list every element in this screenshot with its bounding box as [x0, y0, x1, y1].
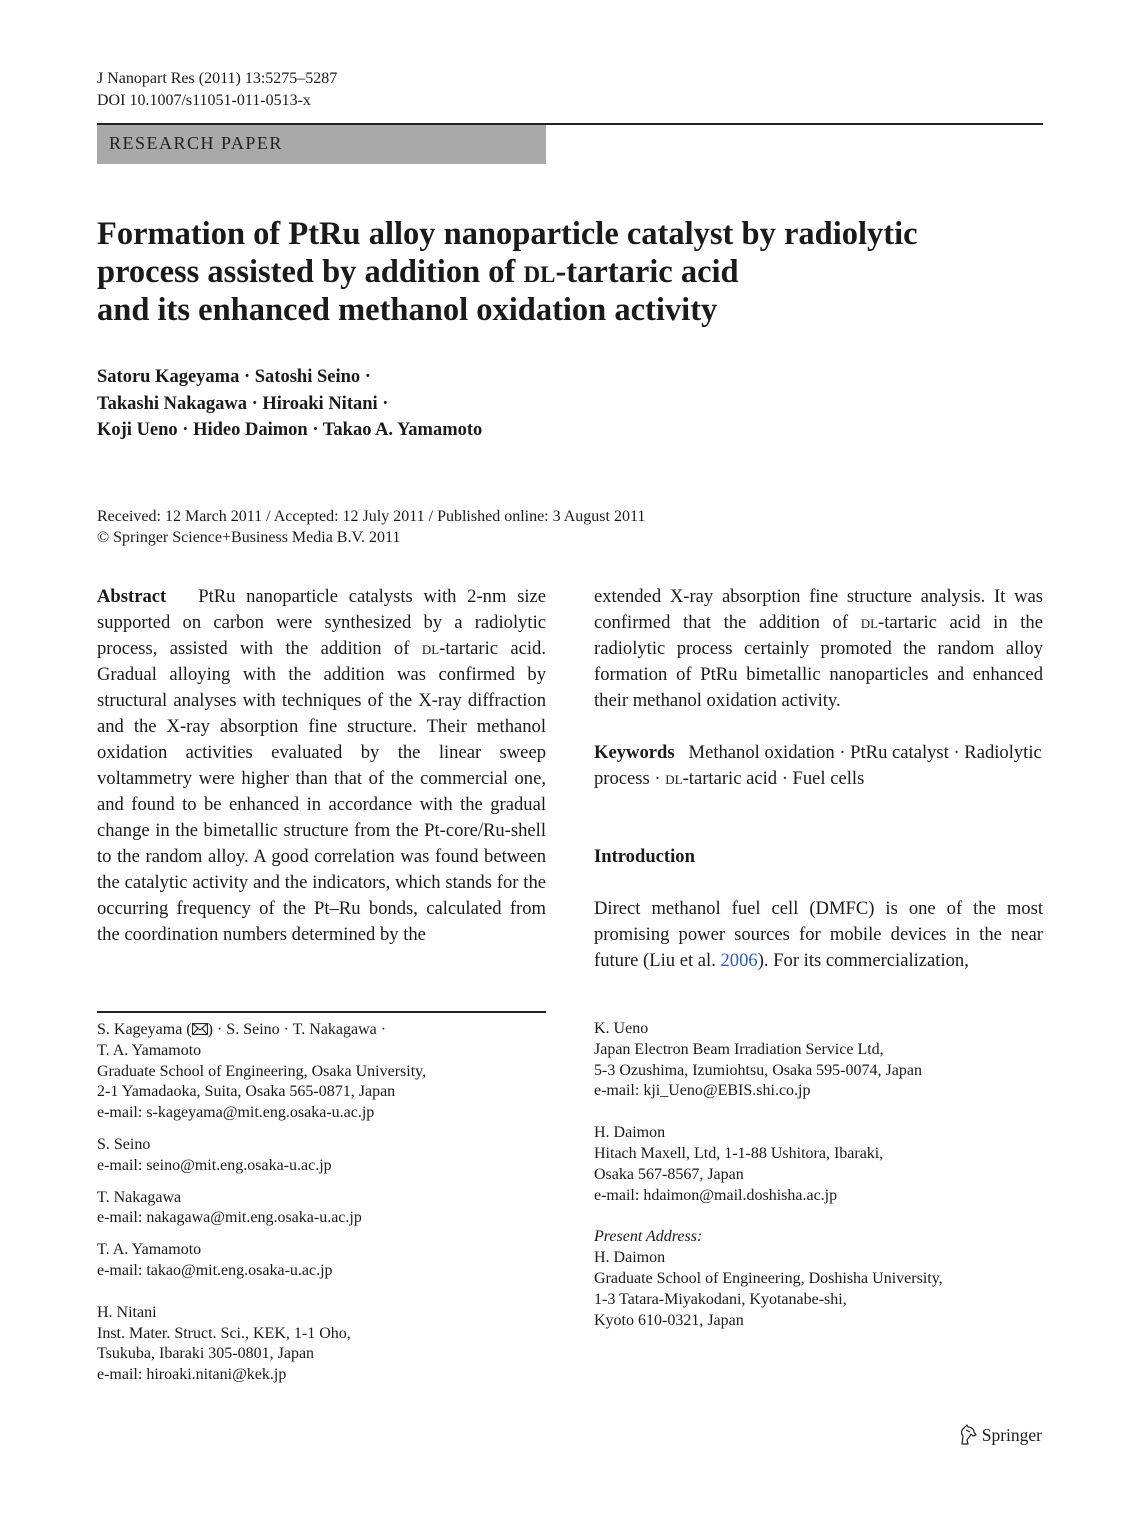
- title-line-1: Formation of PtRu alloy nanoparticle catalyst by radiolytic: [97, 216, 918, 252]
- email: e-mail: hdaimon@mail.doshisha.ac.jp: [594, 1186, 838, 1204]
- title-line-3: and its enhanced methanol oxidation activity: [97, 292, 718, 328]
- author-list: [97, 364, 482, 444]
- affiliation-block: H. Nitani Inst. Mater. Struct. Sci., KEK, 1-1 Oho, Tsukuba, Ibaraki 305-0801, Japan e-mail: hiroaki.nitani@kek.jp: [97, 1303, 546, 1386]
- publisher-name: Springer: [981, 1424, 1042, 1445]
- journal-citation-block: [97, 68, 337, 112]
- section-banner: [97, 125, 546, 164]
- citation-link[interactable]: 2006: [720, 950, 758, 971]
- email: e-mail: nakagawa@mit.eng.osaka-u.ac.jp: [97, 1209, 362, 1227]
- email: e-mail: kji_Ueno@EBIS.shi.co.jp: [594, 1082, 811, 1100]
- introduction-paragraph: Direct methanol fuel cell (DMFC) is one of the most promising power sources for mobile devices in the near future (Liu et al. 2006). For its commercialization,: [594, 898, 1043, 971]
- abstract-label: Abstract: [97, 586, 167, 607]
- abstract-left-column: [97, 584, 546, 948]
- keywords-label: Keywords: [594, 742, 675, 763]
- affiliations-right: [594, 1019, 1043, 1342]
- publication-dates: [97, 506, 645, 548]
- email: e-mail: hiroaki.nitani@kek.jp: [97, 1366, 287, 1384]
- present-address-label: Present Address:: [594, 1228, 703, 1246]
- affiliation-block: S. Kageyama ( ) · S. Seino · T. Nakagawa · T. A. Yamamoto Graduate School of Engineering, Osaka University, 2-1 Yamadaoka, Suita, Osaka 565-0871, Japan e-mail: s-kageyama@mit.eng.osaka-u.ac.jp: [97, 1020, 546, 1124]
- authors-line-1: Satoru Kageyama · Satoshi Seino ·: [97, 367, 371, 387]
- affiliation-block: K. Ueno Japan Electron Beam Irradiation Service Ltd, 5-3 Ozushima, Izumiohtsu, Osaka 595-0074, Japan e-mail: kji_Ueno@EBIS.shi.co.jp: [594, 1019, 1043, 1102]
- affiliation-block: S. Seino e-mail: seino@mit.eng.osaka-u.ac.jp: [97, 1135, 546, 1177]
- authors-line-3: Koji Ueno · Hideo Daimon · Takao A. Yamamoto: [97, 420, 483, 440]
- introduction-heading: Introduction: [594, 846, 695, 867]
- dl-prefix: dl: [523, 254, 556, 290]
- authors-line-2: Takashi Nakagawa · Hiroaki Nitani ·: [97, 393, 389, 414]
- right-column: [594, 584, 1043, 974]
- affiliation-block: H. Daimon Hitach Maxell, Ltd, 1-1-88 Ushitora, Ibaraki, Osaka 567-8567, Japan e-mail: hdaimon@mail.doshisha.ac.jp: [594, 1123, 1043, 1206]
- affiliations-left: [97, 1020, 546, 1397]
- keywords: Keywords Methanol oxidation · PtRu catalyst · Radiolytic process · dl-tartaric acid · Fuel cells: [594, 742, 1042, 789]
- email: e-mail: seino@mit.eng.osaka-u.ac.jp: [97, 1156, 332, 1174]
- envelope-icon: [192, 1023, 208, 1035]
- section-label: RESEARCH PAPER: [109, 133, 283, 153]
- footnote-rule: [97, 1011, 546, 1013]
- affiliation-block: T. A. Yamamoto e-mail: takao@mit.eng.osaka-u.ac.jp: [97, 1240, 546, 1282]
- doi: DOI 10.1007/s11051-011-0513-x: [97, 92, 311, 109]
- history: Received: 12 March 2011 / Accepted: 12 July 2011 / Published online: 3 August 2011: [97, 508, 646, 525]
- paper-title: [97, 215, 1047, 329]
- title-line-2: process assisted by addition of dl-tartaric acid: [97, 254, 739, 290]
- abstract-continuation: extended X-ray absorption fine structure analysis. It was confirmed that the addition of dl-tartaric acid in the radiolytic process certainly promoted the random alloy formation of PtRu bimetallic nanoparticles and enhanced their methanol oxidation activity.: [594, 586, 1043, 711]
- abstract-paragraph: Abstract PtRu nanoparticle catalysts with 2-nm size supported on carbon were synthesized by a radiolytic process, assisted with the addition of dl-tartaric acid. Gradual alloying with the addition was confirmed by structural analyses with techniques of the X-ray diffraction and the X-ray absorption fine structure. Their methanol oxidation activities evaluated by the linear sweep voltammetry were higher than that of the commercial one, and found to be enhanced in accordance with the gradual change in the bimetallic structure from the Pt-core/Ru-shell to the random alloy. A good correlation was found between the catalytic activity and the indicators, which stands for the occurring frequency of the Pt–Ru bonds, calculated from the coordination numbers determined by the: [97, 586, 546, 945]
- present-address-block: Present Address: H. Daimon Graduate School of Engineering, Doshisha University, 1-3 Tatara-Miyakodani, Kyotanabe-shi, Kyoto 610-0321, Japan: [594, 1227, 1043, 1331]
- publisher-footer: [958, 1424, 1042, 1446]
- email: e-mail: s-kageyama@mit.eng.osaka-u.ac.jp: [97, 1104, 375, 1122]
- copyright: © Springer Science+Business Media B.V. 2011: [97, 529, 401, 546]
- affiliation-block: T. Nakagawa e-mail: nakagawa@mit.eng.osaka-u.ac.jp: [97, 1188, 546, 1230]
- journal-citation: J Nanopart Res (2011) 13:5275–5287: [97, 70, 338, 87]
- springer-horse-icon: [958, 1424, 978, 1446]
- email: e-mail: takao@mit.eng.osaka-u.ac.jp: [97, 1261, 333, 1279]
